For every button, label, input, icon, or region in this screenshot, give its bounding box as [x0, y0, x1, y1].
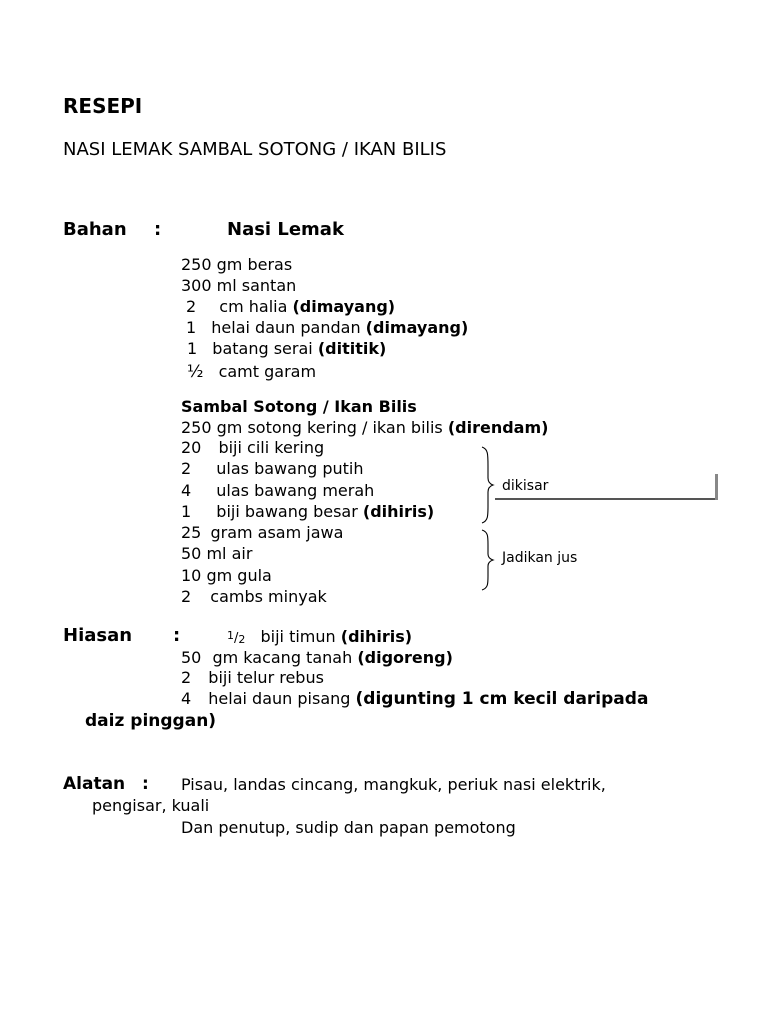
fraction-denominator: 2	[238, 633, 246, 646]
item-qty: 2	[181, 459, 192, 478]
item-text: cambs minyak	[210, 587, 327, 606]
item-text: biji cili kering	[218, 438, 325, 457]
item-qty: 25	[181, 523, 202, 542]
alatan-label: Alatan	[63, 774, 126, 794]
item-note: (dimayang)	[365, 318, 469, 337]
list-item	[181, 438, 324, 458]
fraction-slash: /	[234, 631, 239, 646]
item-qty: 20	[181, 438, 202, 457]
item-text: helai daun pandan	[211, 318, 361, 337]
item-qty: 50	[181, 648, 202, 667]
item-text: gm kacang tanah	[212, 648, 353, 667]
list-item	[187, 339, 386, 359]
list-item	[181, 459, 363, 479]
item-text: ml air	[206, 544, 253, 563]
item-text: gm beras	[216, 255, 293, 274]
list-item	[181, 523, 343, 543]
nasi-lemak-title: Nasi Lemak	[227, 219, 344, 240]
annotation-underline	[495, 498, 717, 500]
item-text: gm sotong kering / ikan bilis	[216, 418, 443, 437]
list-item	[181, 255, 292, 275]
list-item	[181, 502, 434, 522]
alatan-line-2: pengisar, kuali	[92, 796, 210, 815]
item-qty: 50	[181, 544, 202, 563]
page-title: RESEPI	[63, 94, 143, 118]
item-qty: 10	[181, 566, 202, 585]
list-item	[181, 587, 327, 607]
item-qty: 2	[181, 668, 192, 687]
item-text: ulas bawang putih	[216, 459, 364, 478]
list-item	[181, 648, 453, 668]
list-item	[227, 626, 412, 650]
list-item	[181, 418, 548, 438]
item-text: cm halia	[219, 297, 288, 316]
hiasan-label: Hiasan	[63, 625, 133, 646]
item-note: (dititik)	[317, 339, 387, 358]
bahan-label: Bahan	[63, 219, 127, 240]
hiasan-continuation: daiz pinggan)	[85, 711, 217, 731]
list-item	[186, 297, 395, 317]
list-item	[187, 362, 316, 382]
item-qty: 1	[187, 339, 198, 358]
item-qty: 1	[186, 318, 197, 337]
list-item	[186, 318, 468, 338]
item-note: (direndam)	[447, 418, 549, 437]
item-qty: 300	[181, 276, 212, 295]
list-item	[181, 689, 648, 709]
item-note: (digunting 1 cm kecil daripada	[355, 689, 649, 709]
item-qty	[227, 627, 245, 646]
item-qty: 2	[186, 297, 197, 316]
item-qty: 250	[181, 418, 212, 437]
item-text: ulas bawang merah	[216, 481, 375, 500]
item-text: batang serai	[212, 339, 313, 358]
alatan-line-3: Dan penutup, sudip dan papan pemotong	[181, 818, 516, 837]
item-text: biji telur rebus	[208, 668, 324, 687]
fraction-numerator: 1	[227, 629, 234, 642]
item-note: (dimayang)	[292, 297, 396, 316]
item-text: camt garam	[218, 362, 317, 381]
juice-annotation: Jadikan jus	[502, 550, 578, 566]
item-qty: ½	[187, 362, 204, 382]
item-text: ml santan	[216, 276, 297, 295]
item-qty: 4	[181, 689, 192, 708]
item-qty: 4	[181, 481, 192, 500]
item-qty: 2	[181, 587, 192, 606]
annotation-box-edge	[715, 474, 718, 500]
hiasan-colon: :	[173, 625, 181, 646]
brace-blend-icon	[480, 446, 496, 524]
item-note: (digoreng)	[357, 648, 453, 667]
bahan-colon: :	[154, 219, 162, 240]
recipe-subtitle: NASI LEMAK SAMBAL SOTONG / IKAN BILIS	[63, 139, 447, 160]
item-note: (dihiris)	[362, 502, 435, 521]
list-item	[181, 668, 324, 688]
item-text: gram asam jawa	[210, 523, 344, 542]
item-text: gm gula	[206, 566, 272, 585]
alatan-colon: :	[142, 774, 149, 794]
alatan-line-1: Pisau, landas cincang, mangkuk, periuk nasi elektrik,	[181, 775, 606, 794]
sambal-title: Sambal Sotong / Ikan Bilis	[181, 397, 417, 416]
item-note: (dihiris)	[340, 627, 413, 646]
item-qty: 250	[181, 255, 212, 274]
item-text: helai daun pisang	[208, 689, 351, 708]
brace-juice-icon	[480, 529, 496, 591]
list-item	[181, 566, 272, 586]
list-item	[181, 481, 374, 501]
item-text: biji timun	[260, 627, 336, 646]
list-item	[181, 276, 296, 296]
item-text: biji bawang besar	[216, 502, 358, 521]
list-item	[181, 544, 252, 564]
item-qty: 1	[181, 502, 192, 521]
blend-annotation: dikisar	[502, 478, 549, 494]
